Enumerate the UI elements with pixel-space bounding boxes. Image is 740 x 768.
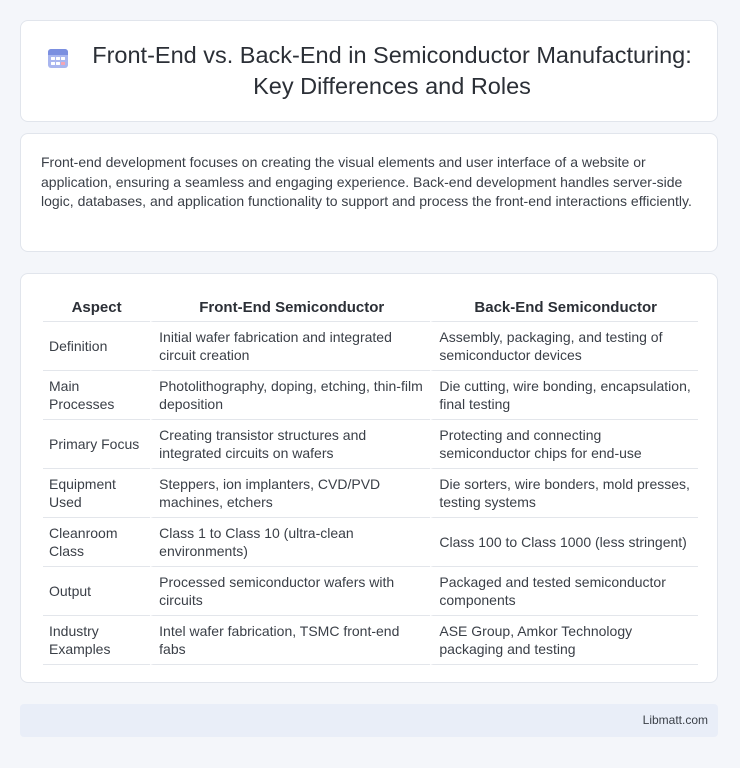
intro-card [20, 133, 718, 252]
comparison-table [43, 293, 698, 665]
table-row [43, 420, 698, 469]
table-row [43, 371, 698, 420]
front-end-cell: Intel wafer fabrication, TSMC front-end fabs [150, 616, 430, 665]
intro-paragraph: Front-end development focuses on creating the visual elements and user interface of a website or application, ensuring a seamless and engaging experience. Back-end development handles server-side logic, databases, and application functionality to support and process the front-end interactions efficiently. [41, 154, 692, 209]
aspect-cell: Main Processes [43, 371, 150, 420]
back-end-cell: Class 100 to Class 1000 (less stringent) [430, 518, 698, 567]
aspect-cell: Cleanroom Class [43, 518, 150, 567]
back-end-cell: ASE Group, Amkor Technology packaging and testing [430, 616, 698, 665]
table-row [43, 616, 698, 665]
back-end-cell: Die sorters, wire bonders, mold presses, testing systems [430, 469, 698, 518]
column-header-aspect: Aspect [43, 293, 150, 322]
footer-brand: Libmatt.com [642, 713, 708, 727]
table-row [43, 322, 698, 371]
comparison-card [20, 273, 718, 683]
table-row [43, 567, 698, 616]
aspect-cell: Industry Examples [43, 616, 150, 665]
aspect-cell: Definition [43, 322, 150, 371]
table-row [43, 518, 698, 567]
footer [20, 704, 718, 737]
front-end-cell: Class 1 to Class 10 (ultra-clean environments) [150, 518, 430, 567]
front-end-cell: Creating transistor structures and integrated circuits on wafers [150, 420, 430, 469]
front-end-cell: Photolithography, doping, etching, thin-film deposition [150, 371, 430, 420]
aspect-cell: Primary Focus [43, 420, 150, 469]
front-end-cell: Processed semiconductor wafers with circuits [150, 567, 430, 616]
aspect-cell: Output [43, 567, 150, 616]
back-end-cell: Assembly, packaging, and testing of semiconductor devices [430, 322, 698, 371]
title-card [20, 20, 718, 122]
back-end-cell: Packaged and tested semiconductor components [430, 567, 698, 616]
table-header-row [43, 293, 698, 322]
front-end-cell: Steppers, ion implanters, CVD/PVD machines, etchers [150, 469, 430, 518]
back-end-cell: Die cutting, wire bonding, encapsulation, final testing [430, 371, 698, 420]
table-row [43, 469, 698, 518]
aspect-cell: Equipment Used [43, 469, 150, 518]
page-title: Front-End vs. Back-End in Semiconductor Manufacturing: Key Differences and Roles [92, 42, 692, 99]
back-end-cell: Protecting and connecting semiconductor chips for end-use [430, 420, 698, 469]
column-header-front-end: Front-End Semiconductor [150, 293, 430, 322]
column-header-back-end: Back-End Semiconductor [430, 293, 698, 322]
front-end-cell: Initial wafer fabrication and integrated circuit creation [150, 322, 430, 371]
